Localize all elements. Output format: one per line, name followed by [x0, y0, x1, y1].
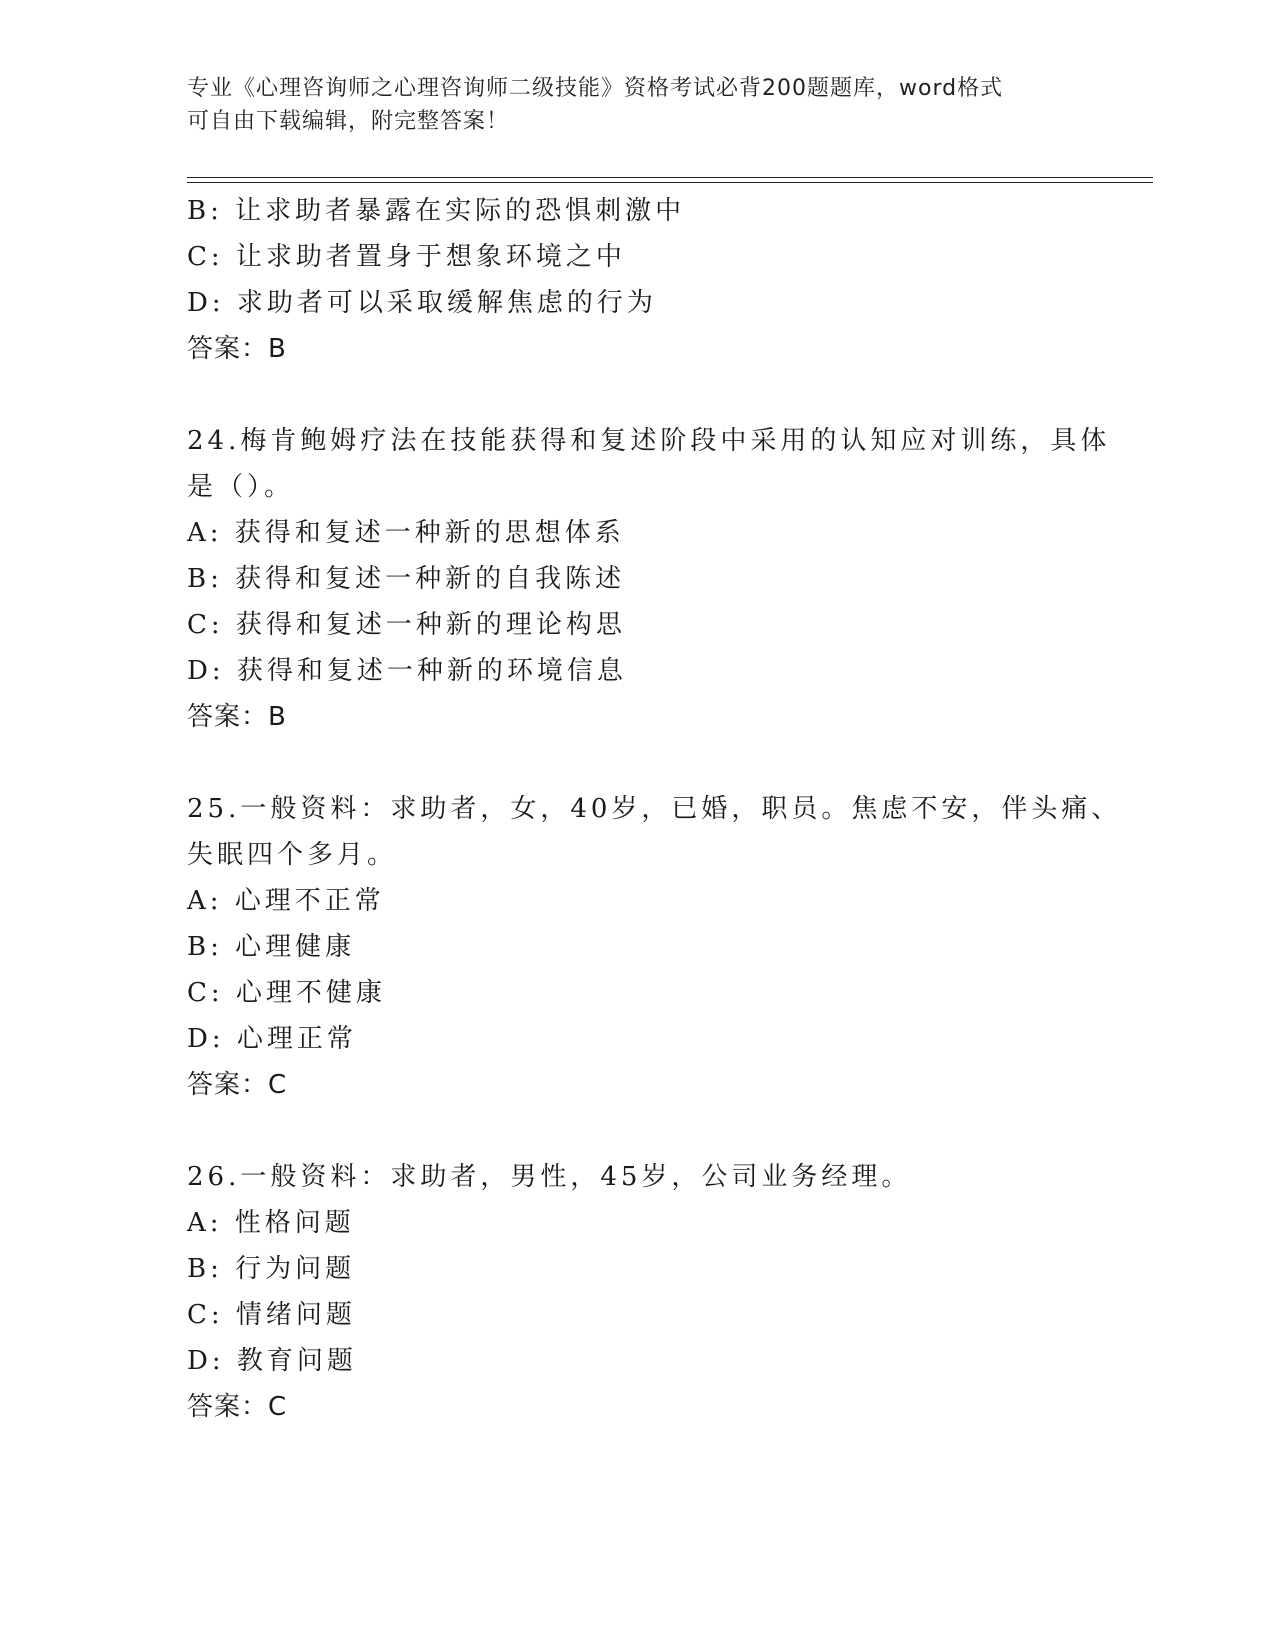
option-c: C: 让求助者置身于想象环境之中 — [187, 242, 626, 272]
question-23-continued — [187, 188, 1087, 372]
question-text-continued: 是（）。 — [187, 472, 295, 502]
option-a: A: 获得和复述一种新的思想体系 — [187, 518, 625, 548]
option-d: D: 教育问题 — [187, 1346, 357, 1376]
option-d: D: 获得和复述一种新的环境信息 — [187, 656, 627, 686]
header-divider-top — [187, 177, 1153, 178]
option-b: B: 行为问题 — [187, 1254, 356, 1284]
option-a: A: 心理不正常 — [187, 886, 385, 916]
question-25 — [187, 786, 1122, 1108]
header-divider-bottom — [187, 182, 1153, 183]
question-text: 24.梅肯鲍姆疗法在技能获得和复述阶段中采用的认知应对训练，具体 — [187, 426, 1111, 456]
question-text: 26.一般资料：求助者，男性，45岁，公司业务经理。 — [187, 1162, 912, 1192]
document-header — [187, 72, 1087, 138]
spacer — [187, 740, 1087, 786]
spacer — [187, 1108, 1087, 1154]
option-b: B: 获得和复述一种新的自我陈述 — [187, 564, 626, 594]
option-c: C: 获得和复述一种新的理论构思 — [187, 610, 626, 640]
question-24 — [187, 418, 1111, 740]
question-26 — [187, 1154, 1087, 1430]
header-line-1: 专业《心理咨询师之心理咨询师二级技能》资格考试必背200题题库，word格式 — [187, 76, 1004, 101]
answer: 答案：C — [187, 1392, 288, 1422]
option-b: B: 让求助者暴露在实际的恐惧刺激中 — [187, 196, 686, 226]
option-c: C: 心理不健康 — [187, 978, 386, 1008]
option-b: B: 心理健康 — [187, 932, 356, 962]
option-d: D: 心理正常 — [187, 1024, 357, 1054]
spacer — [187, 372, 1087, 418]
option-c: C: 情绪问题 — [187, 1300, 356, 1330]
question-text-continued: 失眠四个多月。 — [187, 840, 398, 870]
question-list — [187, 188, 1122, 1430]
option-a: A: 性格问题 — [187, 1208, 355, 1238]
option-d: D: 求助者可以采取缓解焦虑的行为 — [187, 288, 657, 318]
answer: 答案：B — [187, 702, 287, 732]
header-line-2: 可自由下载编辑，附完整答案！ — [187, 109, 510, 134]
question-text: 25.一般资料：求助者，女，40岁，已婚，职员。焦虑不安，伴头痛、 — [187, 794, 1122, 824]
answer: 答案：B — [187, 334, 287, 364]
answer: 答案：C — [187, 1070, 288, 1100]
